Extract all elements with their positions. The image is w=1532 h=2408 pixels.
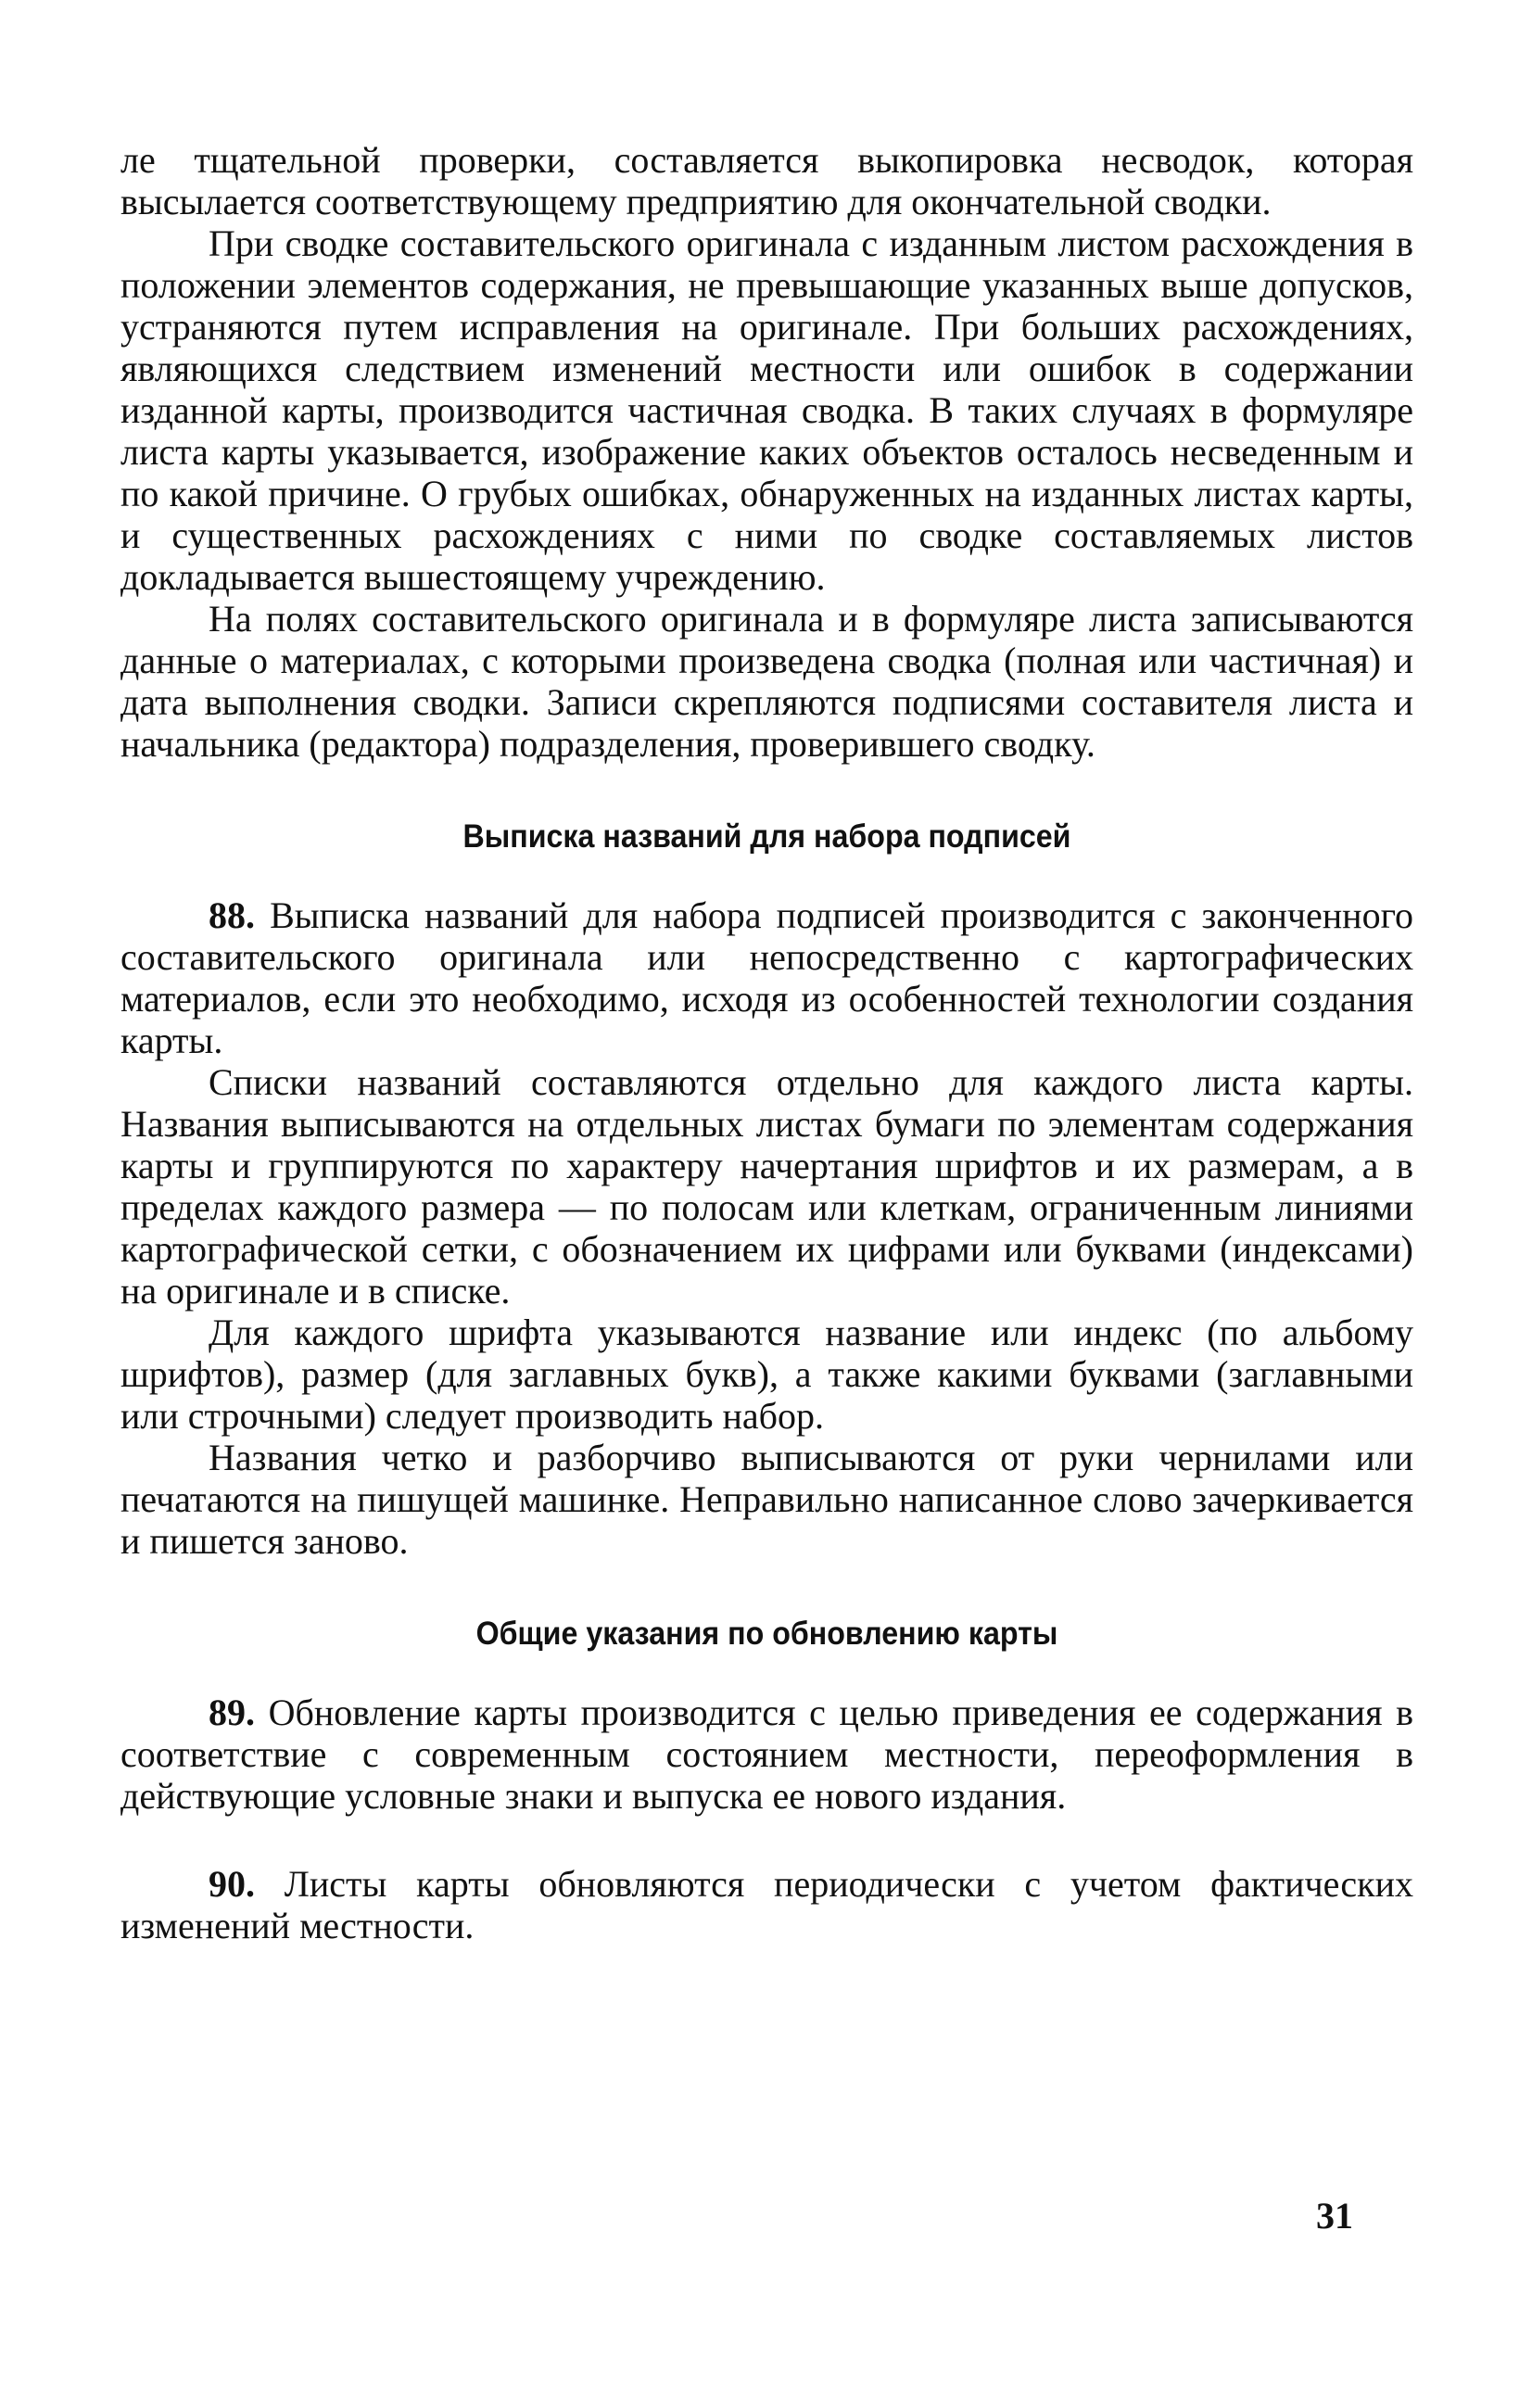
paragraph-svodka-records: На полях составительского оригинала и в формуляре листа записываются данные о материалах, с которыми произведена сводка (полная или частичная) и дата выполнения сводки. Записи скрепляются подписями составителя листа и начальника (редактора) подразделения, проверившего сводку. — [120, 598, 1413, 765]
paragraph-writing-rules: Названия четко и разборчиво выписываются от руки чернилами или печатаются на пишущей машинке. Неправильно написанное слово зачеркивается и пишется заново. — [120, 1437, 1413, 1562]
paragraph-names-lists: Списки названий составляются отдельно для каждого листа карты. Названия выписываются на отдельных листах бумаги по элементам содержания карты и группируются по характеру начертания шрифтов и их размерам, а в пределах каждого размера — по полосам или клеткам, ограниченным линиями картографической сетки, с обозначением их цифрами или буквами (индексами) на оригинале и в списке. — [120, 1061, 1413, 1312]
page-number: 31 — [1316, 2195, 1353, 2237]
paragraph-88-text: Выписка названий для набора подписей производится с законченного составительского оригинала или непосредственно с картографических материалов, если это необходимо, исходя из особенностей технологии создания карты. — [120, 894, 1413, 1061]
paragraph-89 — [120, 1692, 1413, 1817]
paragraph-88 — [120, 894, 1413, 1061]
paragraph-90 — [120, 1863, 1413, 1946]
section-heading-map-update: Общие указания по обновлению карты — [475, 1616, 1058, 1652]
paragraph-number-90: 90. — [209, 1863, 255, 1905]
page-body — [120, 139, 1413, 1946]
paragraph-font-specification: Для каждого шрифта указываются название или индекс (по альбому шрифтов), размер (для заглавных букв), а также какими буквами (заглавными или строчными) следует производить набор. — [120, 1312, 1413, 1437]
paragraph-90-text: Листы карты обновляются периодически с учетом фактических изменений местности. — [120, 1863, 1413, 1946]
paragraph-number-89: 89. — [209, 1692, 255, 1733]
paragraph-89-text: Обновление карты производится с целью приведения ее содержания в соответствие с современным состоянием местности, переоформления в действующие условные знаки и выпуска ее нового издания. — [120, 1692, 1413, 1817]
paragraph-number-88: 88. — [209, 894, 255, 936]
paragraph-continuation: ле тщательной проверки, составляется выкопировка несводок, которая высылается соответствующему предприятию для окончательной сводки. — [120, 139, 1413, 222]
paragraph-svodka-discrepancies: При сводке составительского оригинала с изданным листом расхождения в положении элементов содержания, не превышающие указанных выше допусков, устраняются путем исправления на оригинале. При больших расхождениях, являющихся следствием изменений местности или ошибок в содержании изданной карты, производится частичная сводка. В таких случаях в формуляре листа карты указывается, изображение каких объектов осталось несведенным и по какой причине. О грубых ошибках, обнаруженных на изданных листах карты, и существенных расхождениях с ними по сводке составляемых листов докладывается вышестоящему учреждению. — [120, 222, 1413, 598]
section-heading-names-extraction: Выписка названий для набора подписей — [462, 818, 1071, 855]
